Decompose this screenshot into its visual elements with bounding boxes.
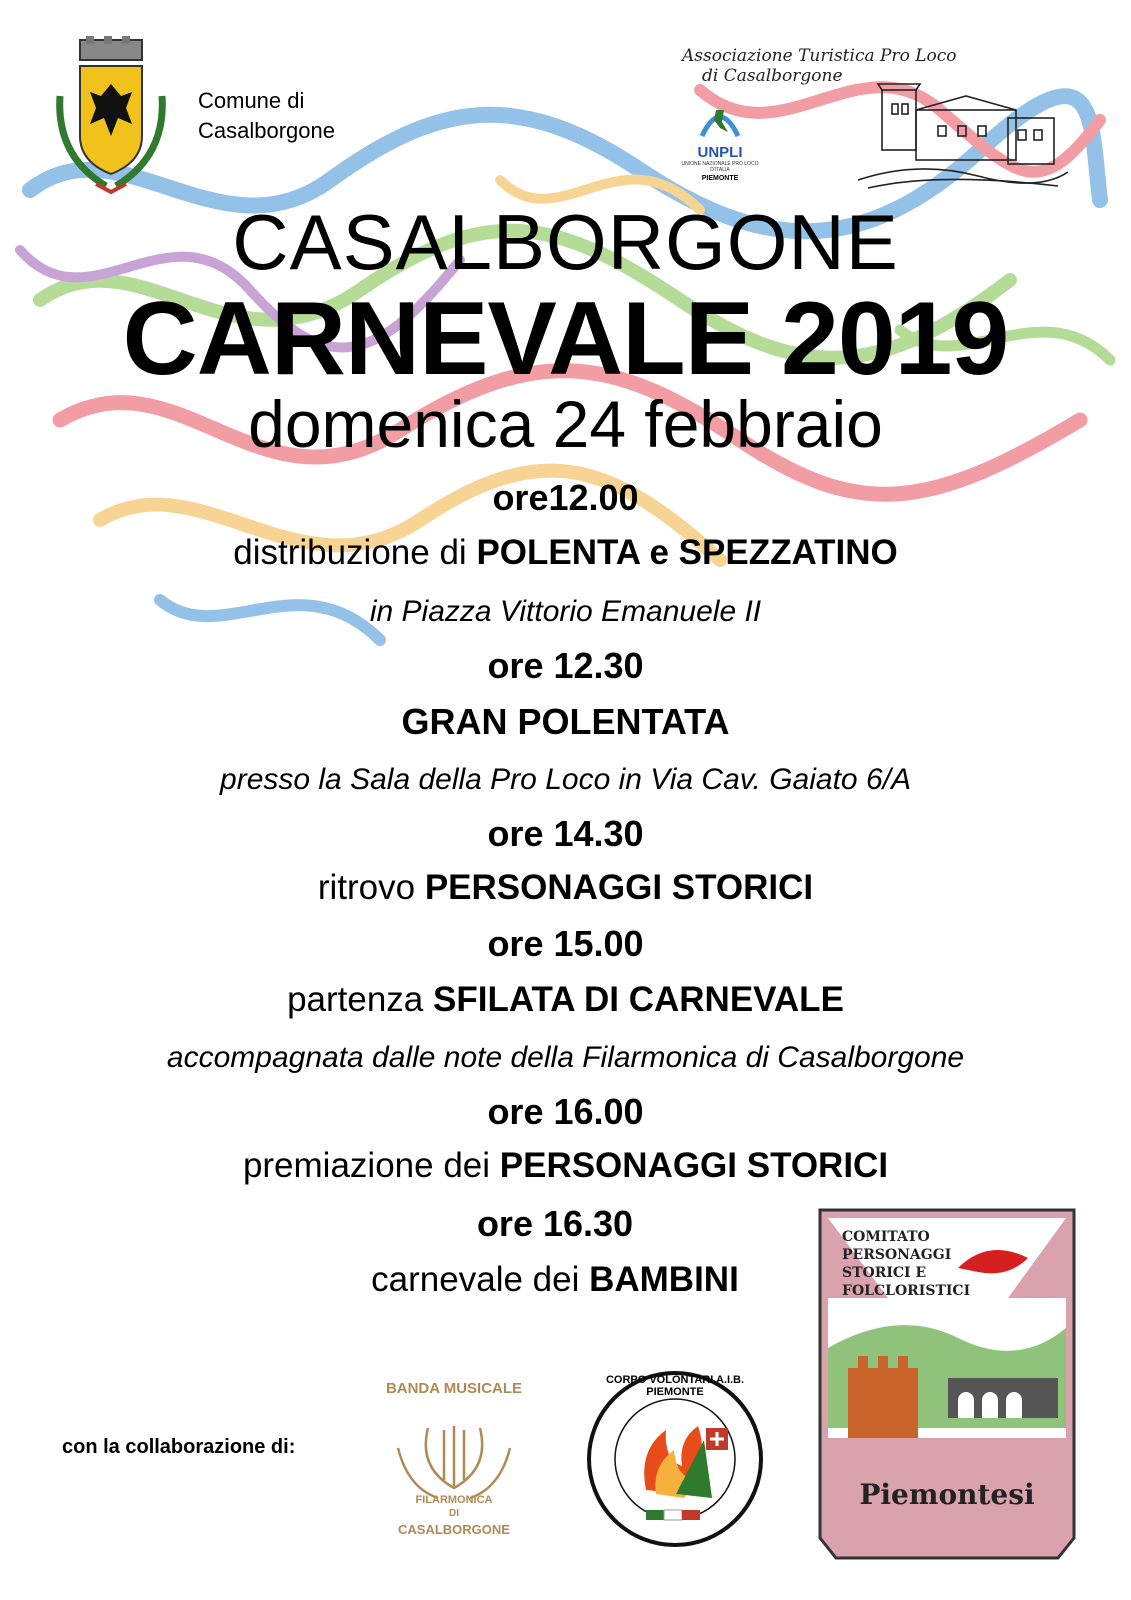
event-date: domenica 24 febbraio bbox=[248, 387, 883, 461]
collaboration-label: con la collaborazione di: bbox=[62, 1436, 296, 1458]
program-time-3: ore 14.30 bbox=[487, 813, 644, 854]
banda-di-text: DI bbox=[449, 1508, 459, 1519]
event-title: CARNEVALE 2019 bbox=[122, 281, 1009, 397]
comitato-line-3: STORICI E bbox=[842, 1265, 927, 1281]
program-note-2: presso la Sala della Pro Loco in Via Cav. Gaiato 6/A bbox=[220, 763, 911, 796]
italy-map-icon bbox=[698, 102, 742, 140]
banda-top-text: BANDA MUSICALE bbox=[385, 1380, 523, 1397]
corpo-volontari-logo bbox=[586, 1370, 764, 1548]
program-note-4: accompagnata dalle note della Filarmonica di Casalborgone bbox=[166, 1041, 965, 1074]
proloco-line-1: Associazione Turistica Pro Loco bbox=[682, 46, 957, 66]
program-highlight-5: PERSONAGGI STORICI bbox=[499, 1146, 889, 1185]
comitato-logo bbox=[818, 1208, 1076, 1560]
program-item-3 bbox=[0, 866, 1131, 910]
program-highlight-2: GRAN POLENTATA bbox=[401, 701, 730, 742]
program-prefix-4: partenza bbox=[287, 980, 433, 1019]
unpli-subtitle: UNIONE NAZIONALE PRO LOCO D'ITALIA bbox=[681, 161, 759, 173]
comune-line-2: Casalborgone bbox=[198, 118, 335, 143]
program-prefix-3: ritrovo bbox=[317, 868, 425, 907]
corpo-text: CORPO VOLONTARI A.I.B. PIEMONTE bbox=[605, 1374, 745, 1398]
banda-musicale-logo bbox=[368, 1368, 540, 1548]
comitato-text bbox=[842, 1228, 970, 1300]
program-item-1 bbox=[0, 531, 1131, 575]
program-highlight-6: BAMBINI bbox=[589, 1260, 739, 1299]
program-time-2: ore 12.30 bbox=[487, 645, 644, 686]
unpli-region: PIEMONTE bbox=[701, 175, 739, 182]
castle-sketch bbox=[858, 80, 1068, 192]
program-time-6: ore 16.30 bbox=[476, 1203, 634, 1244]
proloco-line-2: di Casalborgone bbox=[702, 66, 843, 86]
banda-mid-text: FILARMONICA bbox=[415, 1494, 493, 1506]
unpli-logo bbox=[680, 102, 760, 185]
comune-line-1: Comune di bbox=[198, 88, 305, 113]
program-highlight-4: SFILATA DI CARNEVALE bbox=[433, 980, 844, 1019]
program-item-5 bbox=[0, 1144, 1131, 1188]
program-time-1: ore12.00 bbox=[492, 477, 639, 518]
comitato-line-2: PERSONAGGI bbox=[842, 1247, 952, 1263]
unpli-label: UNPLI bbox=[697, 144, 743, 161]
comitato-bottom-text: Piemontesi bbox=[859, 1478, 1035, 1511]
banda-bottom-text: CASALBORGONE bbox=[398, 1522, 510, 1537]
comitato-line-1: COMITATO bbox=[842, 1229, 930, 1245]
program-prefix-1: distribuzione di bbox=[233, 533, 477, 572]
program-item-4 bbox=[0, 978, 1131, 1022]
program-highlight-1: POLENTA e SPEZZATINO bbox=[476, 533, 898, 572]
program-highlight-3: PERSONAGGI STORICI bbox=[424, 868, 814, 907]
program-prefix-5: premiazione dei bbox=[242, 1146, 500, 1185]
comune-name bbox=[198, 86, 335, 146]
comitato-line-4: FOLCLORISTICI bbox=[842, 1283, 971, 1299]
program-time-4: ore 15.00 bbox=[487, 923, 644, 964]
program-prefix-6: carnevale dei bbox=[371, 1260, 590, 1299]
comune-coat-of-arms bbox=[46, 36, 176, 196]
program-time-5: ore 16.00 bbox=[487, 1091, 644, 1132]
program-note-1: in Piazza Vittorio Emanuele II bbox=[369, 595, 762, 628]
town-title: CASALBORGONE bbox=[232, 198, 899, 286]
